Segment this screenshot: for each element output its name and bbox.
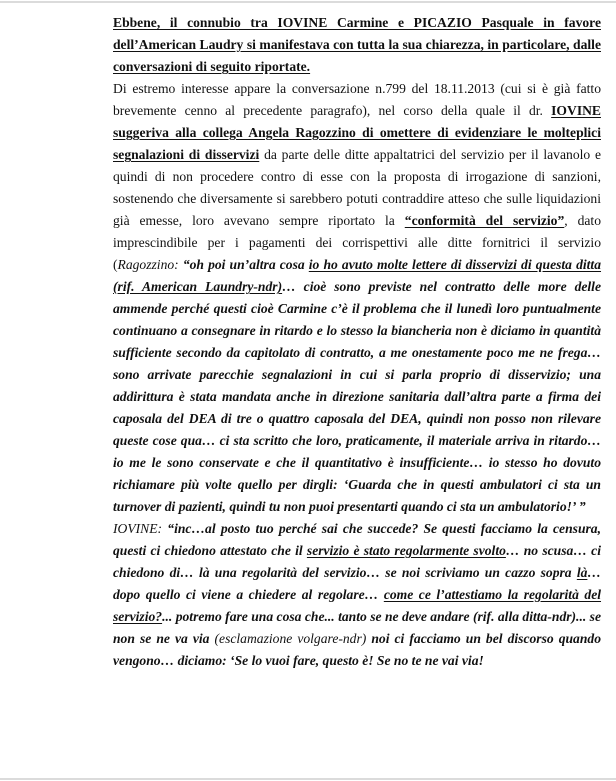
editor-note: (esclamazione volgare-ndr) [214,631,367,646]
conversation-799-paragraph [113,78,601,518]
document-page [113,12,601,672]
iovine-reply-paragraph [113,518,601,672]
iovine-quote-3: … dopo quello ci viene a chiedere al regolare… [113,565,601,602]
iovine-quote-5: noi ci facciamo un bel discorso quando vengono… diciamo: ‘Se lo vuoi fare, questo è! Se no te ne vai via! [113,631,602,668]
iovine-quote-underlined-3: come ce l’attestiamo la regolarità del servizio? [113,587,602,624]
conformita-quote: “conformità del servizio” [404,213,565,228]
intro-paragraph: Ebbene, il connubio tra IOVINE Carmine e PICAZIO Pasquale in favore dell’American Laudry si manifestava con tutta la sua chiarezza, in particolare, dalle conversazioni di seguito riportate. [113,15,601,74]
context-text-3: , dato imprescindibile per i pagamenti dei corrispettivi alle ditte fornitrici il servizio ( [113,213,602,272]
iovine-quote-2: … no scusa… ci chiedono di… là una regolarità del servizio… se noi scriviamo un cazzo sopra [113,543,601,580]
iovine-quote-1: “inc…al posto tuo perché sai che succede? Se questi facciamo la censura, questi ci chiedono attestato che il [113,521,601,558]
ragozzino-quote-underlined: io ho avuto molte lettere di disservizi di questa ditta (rif. American Laundry-ndr) [113,257,602,294]
page-bottom-edge [0,777,616,781]
iovine-suggestion: IOVINE suggeriva alla collega Angela Ragozzino di omettere di evidenziare le molteplici segnalazioni di disservizi [113,103,601,162]
context-text-2: da parte delle ditte appaltatrici del servizio per il lavanolo e quindi di non procedere contro di esse con la proposta di irrogazione di sanzioni, sostenendo che diversamente si sarebbero potuti contraddire atteso che sulle liquidazioni già emesse, loro avevano sempre riportato la [113,147,602,228]
ragozzino-quote-rest: … cioè sono previste nel contratto delle more delle ammende perché questi cioè Carmine c’è il problema che il lunedì loro puntualmente continuano a consegnare in ritardo e lo stesso la biancheria non è diciamo in quantità sufficiente secondo da capitolato di contratto, a me onestamente poco me ne frega… sono arrivate parecchie segnalazioni in cui si parla proprio di disservizio; una addirittura è stata mandata anche in direzione sanitaria dall’altra parte a firma dei caposala del DEA di tre o quattro caposala del DEA, quindi non posso non rilevare queste cose qua… ci sta scritto che loro, praticamente, il materiale arriva in ritardo… io me le sono conservate e che il quantitativo è insufficiente… io stesso ho dovuto richiamare più volte quello per dirgli: ‘Guarda che in questi ambulatori ci sta un turnover di pazienti, quindi tu non puoi presentarti quando ci sta un ambulatorio!’ ” [113,279,601,514]
ragozzino-quote-start: “oh poi un’altra cosa [182,257,309,272]
context-text: Di estremo interesse appare la conversazione n.799 del 18.11.2013 (cui si è già fatto brevemente cenno al precedente paragrafo), nel corso della quale il dr. [113,81,601,118]
page-top-edge [0,0,616,4]
iovine-quote-4: ... potremo fare una cosa che... tanto se ne deve andare (rif. alla ditta-ndr)... se non se ne va via [113,609,601,646]
iovine-quote-underlined-2: là [576,565,588,580]
speaker-ragozzino: Ragozzino: [117,257,183,272]
iovine-quote-underlined-1: servizio è stato regolarmente svolto [306,543,506,558]
speaker-iovine: IOVINE: [113,521,168,536]
